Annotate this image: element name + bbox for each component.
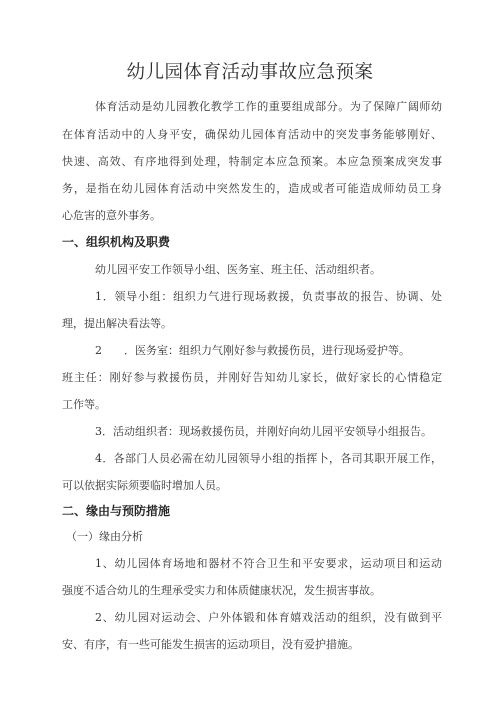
intro-line-2: 在体育活动中的人身平安，确保幼儿园体育活动中的突发事务能够刚好、	[62, 128, 442, 141]
section-2-paragraph-2: 2、幼儿园对运动会、户外体锻和体育嬉戏活动的组织，没有做到平	[95, 611, 442, 624]
section-1-item-3: 班主任：刚好参与救援伤员，并刚好告知幼儿家长，做好家长的心情稳定	[62, 371, 442, 384]
document-title: 幼儿园体育活动事故应急预案	[126, 62, 374, 83]
intro-line-1: 体育活动是幼儿园教化教学工作的重要组成部分。为了保障广阔师幼	[95, 100, 442, 113]
intro-line-4: 务，是指在幼儿园体育活动中突然发生的，造成或者可能造成师幼员工身	[62, 182, 442, 195]
section-1-item-4: 3．活动组织者：现场救援伤员，并刚好向幼儿园平安领导小组报告。	[95, 425, 432, 438]
section-1-item-1-cont: 理，提出解决看法等。	[62, 317, 172, 330]
section-2-paragraph-1-cont: 强度不适合幼儿的生理承受实力和体质健康状况，发生损害事故。	[62, 584, 381, 597]
intro-line-3: 快速、高效、有序地得到处理，特制定本应急预案。本应急预案成突发事	[62, 155, 442, 168]
section-1-item-1: 1．领导小组：组织力气进行现场救援，负责事故的报告、协调、处	[95, 290, 442, 303]
section-2-paragraph-2-cont: 安、有序，有一些可能发生损害的运动项目，没有爱护措施。	[62, 638, 359, 651]
section-1-item-5: 4．各部门人员必需在幼儿园领导小组的指挥卜，各司其职开展工作，	[95, 452, 442, 465]
section-1-item-2: 2 ．医务室：组织力气刚好参与救援伤员，进行现场爱护等。	[95, 344, 410, 357]
section-2-heading: 二、缘由与预防措施	[62, 504, 171, 518]
section-1-paragraph: 幼儿园平安工作领导小组、医务室、班主任、活动组织者。	[95, 263, 381, 276]
section-1-item-3-cont: 工作等。	[62, 398, 106, 411]
section-1-item-5-cont: 可以依据实际须要临时增加人员。	[62, 479, 227, 492]
section-2-paragraph-1: 1、幼儿园体育场地和器材不符合卫生和平安要求，运动项目和运动	[95, 557, 442, 570]
section-2-subheading: （一）缘由分析	[66, 530, 143, 543]
section-1-heading: 一、组织机构及职费	[62, 235, 171, 249]
intro-line-5: 心危害的意外事务。	[62, 209, 161, 222]
